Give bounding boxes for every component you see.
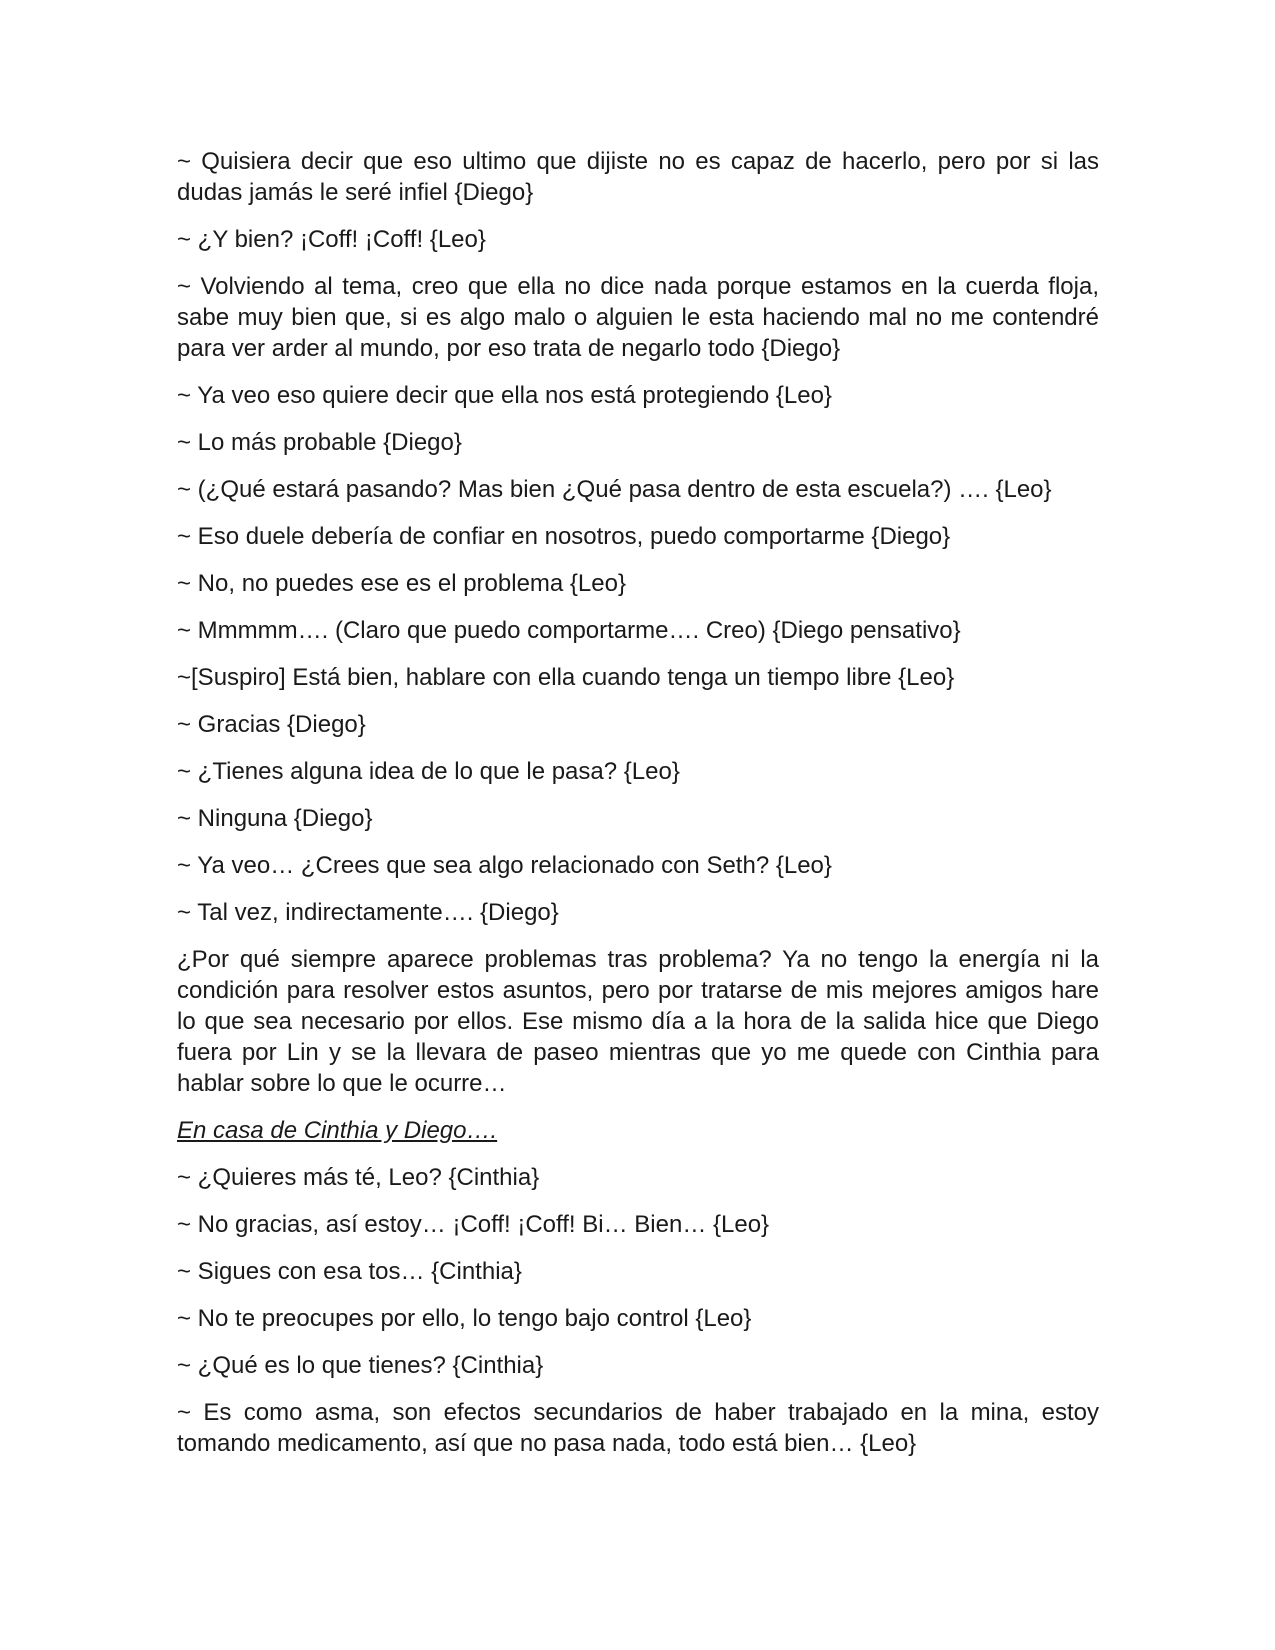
paragraph: ~ Es como asma, son efectos secundarios de haber trabajado en la mina, estoy tomando medicamento, así que no pasa nada, todo está bien… {Leo} bbox=[177, 1399, 1099, 1457]
paragraph: ~ No, no puedes ese es el problema {Leo} bbox=[177, 570, 626, 597]
paragraph: ~ ¿Tienes alguna idea de lo que le pasa? {Leo} bbox=[177, 758, 680, 785]
paragraph: ~ Sigues con esa tos… {Cinthia} bbox=[177, 1258, 522, 1285]
paragraph: ~ No gracias, así estoy… ¡Coff! ¡Coff! Bi… Bien… {Leo} bbox=[177, 1211, 770, 1238]
paragraph: ~[Suspiro] Está bien, hablare con ella cuando tenga un tiempo libre {Leo} bbox=[177, 664, 955, 691]
paragraph: ~ Ninguna {Diego} bbox=[177, 805, 373, 832]
paragraph: ~ Volviendo al tema, creo que ella no dice nada porque estamos en la cuerda floja, sabe muy bien que, si es algo malo o alguien le esta haciendo mal no me contendré para ver arder al mundo, por eso trata de negarlo todo {Diego} bbox=[177, 273, 1099, 362]
document-page bbox=[177, 146, 1099, 1475]
paragraph: ~ (¿Qué estará pasando? Mas bien ¿Qué pasa dentro de esta escuela?) …. {Leo} bbox=[177, 476, 1052, 503]
paragraph: ~ Lo más probable {Diego} bbox=[177, 429, 462, 456]
paragraph: ~ Ya veo eso quiere decir que ella nos está protegiendo {Leo} bbox=[177, 382, 832, 409]
paragraph: ~ ¿Qué es lo que tienes? {Cinthia} bbox=[177, 1352, 544, 1379]
paragraph: ~ ¿Quieres más té, Leo? {Cinthia} bbox=[177, 1164, 540, 1191]
paragraph: ~ Quisiera decir que eso ultimo que dijiste no es capaz de hacerlo, pero por si las dudas jamás le seré infiel {Diego} bbox=[177, 148, 1099, 206]
paragraph: ~ Mmmmm…. (Claro que puedo comportarme…. Creo) {Diego pensativo} bbox=[177, 617, 961, 644]
narration-paragraph: ¿Por qué siempre aparece problemas tras problema? Ya no tengo la energía ni la condición para resolver estos asuntos, pero por tratarse de mis mejores amigos hare lo que sea necesario por ellos. Ese mismo día a la hora de la salida hice que Diego fuera por Lin y se la llevara de paseo mientras que yo me quede con Cinthia para hablar sobre lo que le ocurre… bbox=[177, 946, 1099, 1097]
paragraph: ~ Tal vez, indirectamente…. {Diego} bbox=[177, 899, 559, 926]
paragraph: ~ Ya veo… ¿Crees que sea algo relacionado con Seth? {Leo} bbox=[177, 852, 832, 879]
paragraph: ~ ¿Y bien? ¡Coff! ¡Coff! {Leo} bbox=[177, 226, 486, 253]
paragraph: ~ Eso duele debería de confiar en nosotros, puedo comportarme {Diego} bbox=[177, 523, 951, 550]
scene-heading: En casa de Cinthia y Diego…. bbox=[177, 1117, 498, 1144]
paragraph: ~ Gracias {Diego} bbox=[177, 711, 366, 738]
paragraph: ~ No te preocupes por ello, lo tengo bajo control {Leo} bbox=[177, 1305, 752, 1332]
